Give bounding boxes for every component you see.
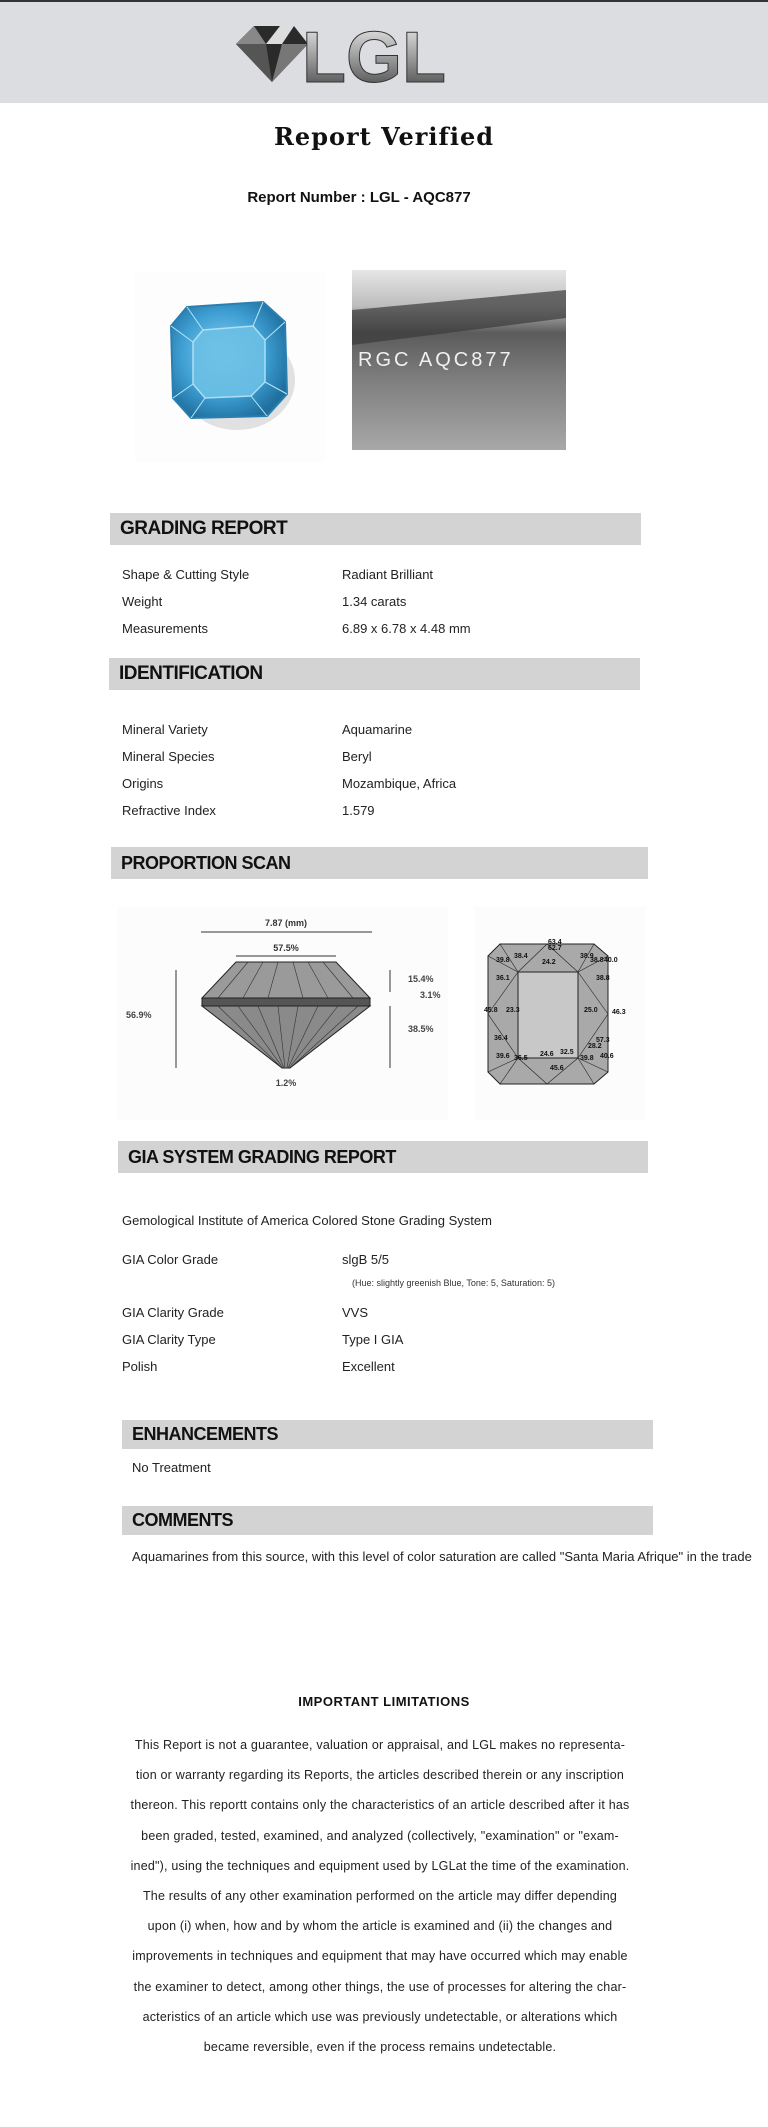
facet-label: 38.4 [514, 953, 528, 960]
row-label: Origins [122, 776, 164, 791]
lgl-logo [232, 16, 492, 94]
gia-heading: GIA SYSTEM GRADING REPORT [118, 1141, 648, 1173]
crown-height-label: 15.4% [408, 974, 434, 984]
limitations-line: tion or warranty regarding its Reports, the articles described therein or any inscription [135, 1768, 625, 1783]
facet-label: 32.5 [560, 1049, 574, 1056]
row-value: Radiant Brilliant [342, 567, 434, 582]
info-row [0, 1358, 700, 1376]
limitations-line: thereon. This reportt contains only the characteristics of an article described after it has [130, 1798, 630, 1813]
row-value: Type I GIA [342, 1332, 404, 1347]
proportion-top-view [474, 906, 646, 1120]
limitations-line: acteristics of an article which use was previously undetectable, or alterations which [142, 2009, 618, 2024]
info-row [0, 1331, 700, 1349]
proportion-scan-heading: PROPORTION SCAN [111, 847, 648, 879]
row-value: slgB 5/5 [342, 1252, 389, 1267]
info-row [0, 566, 700, 584]
row-value: 1.579 [342, 803, 375, 818]
facet-label: 45.8 [484, 1007, 498, 1014]
gemstone-image [135, 272, 325, 462]
info-row [0, 748, 700, 766]
enhancements-heading: ENHANCEMENTS [122, 1420, 653, 1449]
row-value: Mozambique, Africa [342, 776, 457, 791]
inscription-text: RGC AQC877 [358, 349, 514, 371]
facet-label: 63.4 [548, 939, 562, 946]
row-value: 6.89 x 6.78 x 4.48 mm [342, 621, 471, 636]
identification-heading: IDENTIFICATION [109, 658, 640, 690]
info-row [0, 1251, 700, 1269]
comments-text: Aquamarines from this source, with this level of color saturation are called "Santa Maria Afrique" in the trade [132, 1549, 752, 1564]
facet-label: 39.8 [580, 1055, 594, 1062]
limitations-line: This Report is not a guarantee, valuation or appraisal, and LGL makes no representa- [134, 1738, 626, 1752]
row-value: Beryl [342, 749, 372, 764]
diamond-icon [236, 26, 308, 82]
facet-label: 36.1 [496, 975, 510, 982]
facet-label: 40.6 [600, 1053, 614, 1060]
facet-label: 39.6 [496, 1053, 510, 1060]
girdle-label: 3.1% [420, 990, 441, 1000]
grading-report-heading: GRADING REPORT [110, 513, 641, 545]
row-value: 1.34 carats [342, 594, 407, 609]
limitations-line: been graded, tested, examined, and analyzed (collectively, "examination" or "exam- [141, 1828, 619, 1843]
pavilion-depth-label: 38.5% [408, 1024, 434, 1034]
facet-label: 39.8 [496, 957, 510, 964]
page-header [0, 0, 768, 103]
row-label: GIA Clarity Type [122, 1332, 216, 1347]
info-row [0, 620, 700, 638]
inscription-photo [352, 270, 566, 450]
facet-label: 38.8 [590, 957, 604, 964]
limitations-line: The results of any other examination performed on the article may differ depending [142, 1889, 618, 1903]
row-label: Mineral Variety [122, 722, 208, 737]
facet-label: 23.3 [506, 1007, 520, 1014]
row-label: Shape & Cutting Style [122, 567, 250, 582]
limitations-line: became reversible, even if the process remains undetectable. [203, 2040, 557, 2054]
culet-label: 1.2% [275, 1078, 297, 1088]
facet-label: 46.3 [612, 1009, 626, 1016]
facet-label: 45.6 [550, 1065, 564, 1072]
row-label: Measurements [122, 621, 208, 636]
limitations-heading: IMPORTANT LIMITATIONS [298, 1694, 470, 1709]
table-label: 57.5% [273, 943, 299, 953]
depth-label: 56.9% [126, 1010, 152, 1020]
facet-label: 38.8 [596, 975, 610, 982]
facet-label: 24.6 [540, 1051, 554, 1058]
row-value: Excellent [342, 1359, 395, 1374]
facet-label: 62.7 [548, 945, 562, 952]
facet-label: 36.5 [514, 1055, 528, 1062]
limitations-line: improvements in techniques and equipment that may have occurred which may enable [132, 1949, 628, 1964]
page-title: Report Verified [273, 122, 495, 151]
row-label: GIA Color Grade [122, 1252, 219, 1267]
row-label: Refractive Index [122, 803, 216, 818]
facet-label: 24.2 [542, 959, 556, 966]
info-row [0, 721, 700, 739]
row-label: Mineral Species [122, 749, 215, 764]
gia-system-text: Gemological Institute of America Colored Stone Grading System [122, 1213, 492, 1228]
row-value: VVS [342, 1305, 369, 1320]
info-row [0, 775, 700, 793]
row-label: GIA Clarity Grade [122, 1305, 224, 1320]
gem-photo [135, 272, 325, 462]
facet-label: 57.3 [596, 1037, 610, 1044]
color-grade-note: (Hue: slightly greenish Blue, Tone: 5, Saturation: 5) [352, 1278, 555, 1288]
proportion-side-view [118, 906, 448, 1120]
facet-label: 36.4 [494, 1035, 508, 1042]
facet-label: 38.9 [580, 953, 594, 960]
limitations-line: upon (i) when, how and by whom the article is examined and (ii) the changes and [147, 1919, 613, 1934]
facet-label: 25.0 [584, 1007, 598, 1014]
row-value: Aquamarine [342, 722, 413, 737]
comments-heading: COMMENTS [122, 1506, 653, 1535]
facet-label: 40.0 [604, 957, 618, 964]
limitations-line: the examiner to detect, among other things, the use of processes for altering the char- [133, 1979, 627, 1994]
row-label: Polish [122, 1359, 158, 1374]
logo-text: LGL [302, 18, 446, 94]
report-number: Report Number : LGL - AQC877 [247, 189, 471, 206]
facet-label: 28.2 [588, 1043, 602, 1050]
enhancements-text: No Treatment [132, 1460, 211, 1475]
info-row [0, 1304, 700, 1322]
info-row [0, 593, 700, 611]
info-row [0, 802, 700, 820]
row-label: Weight [122, 594, 163, 609]
limitations-line: ined"), using the techniques and equipment used by LGLat the time of the examination. [130, 1858, 630, 1873]
diameter-label: 7.87 (mm) [264, 918, 308, 928]
